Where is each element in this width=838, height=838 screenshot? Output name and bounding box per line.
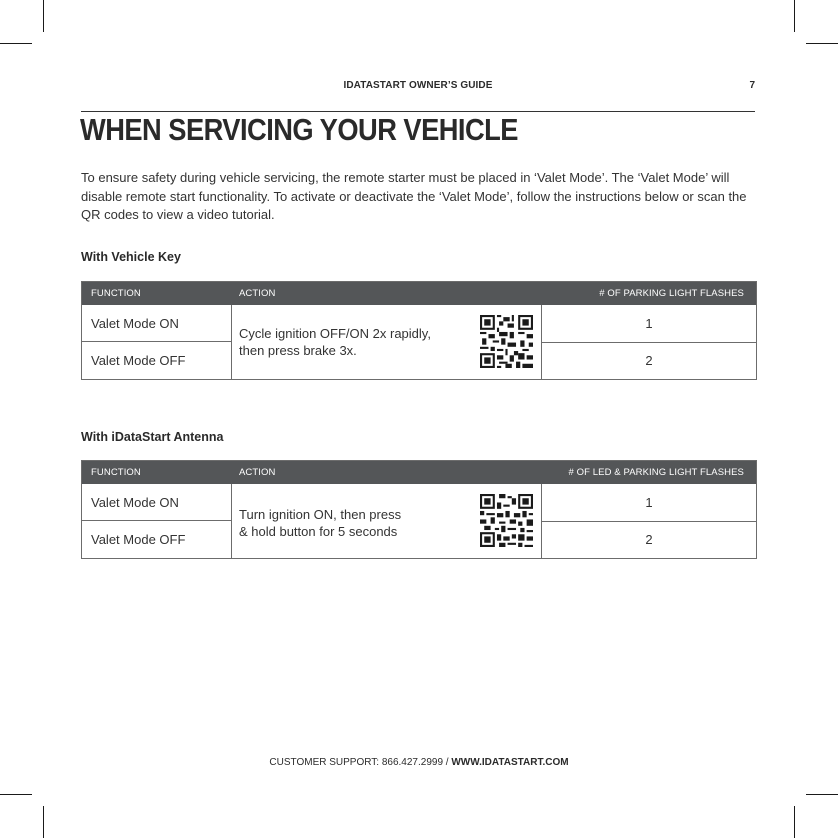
customer-support-label: CUSTOMER SUPPORT: 866.427.2999 / — [269, 757, 452, 768]
footer — [0, 757, 838, 768]
crop-mark — [0, 43, 32, 44]
table-cell-flashes: 2 — [645, 532, 653, 547]
page-number: 7 — [749, 80, 755, 91]
table-header — [82, 461, 756, 484]
valet-table-vehicle-key — [81, 281, 757, 380]
table-cell-action — [231, 484, 542, 558]
table-cell-flashes: 1 — [542, 305, 756, 343]
action-instructions: Cycle ignition OFF/ON 2x rapidly, then press brake 3x. — [239, 326, 431, 358]
table-cell-function: Valet Mode ON — [82, 484, 231, 521]
running-header: IDATASTART OWNER’S GUIDE — [343, 80, 493, 91]
table-cell-action — [231, 305, 542, 379]
section-heading-antenna: With iDataStart Antenna — [81, 430, 224, 444]
qr-code-icon[interactable] — [480, 494, 533, 547]
valet-table-antenna — [81, 460, 757, 559]
column-header-flashes: # OF LED & PARKING LIGHT FLASHES — [568, 467, 744, 478]
section-heading-vehicle-key: With Vehicle Key — [81, 250, 181, 264]
crop-mark — [806, 43, 838, 44]
action-instructions: Turn ignition ON, then press & hold button for 5 seconds — [239, 507, 402, 539]
qr-code-icon[interactable] — [480, 315, 533, 368]
crop-mark — [0, 794, 32, 795]
crop-mark — [794, 0, 795, 32]
crop-mark — [794, 806, 795, 838]
column-header-flashes: # OF PARKING LIGHT FLASHES — [599, 288, 744, 299]
column-header-function: FUNCTION — [91, 288, 141, 299]
table-cell-function: Valet Mode ON — [82, 305, 231, 342]
table-cell-flashes: 2 — [645, 353, 653, 368]
crop-mark — [43, 0, 44, 32]
table-cell-function: Valet Mode OFF — [91, 353, 186, 368]
website-link[interactable]: WWW.IDATASTART.COM — [451, 757, 569, 768]
column-header-action: ACTION — [239, 288, 276, 299]
intro-paragraph: To ensure safety during vehicle servicing, the remote starter must be placed in ‘Valet Mode’. The ‘Valet Mode’ will disable remote start functionality. To activate or deactivate the ‘Valet Mode’, follow the instructions below or scan the QR codes to view a video tutorial. — [81, 170, 747, 222]
crop-mark — [806, 794, 838, 795]
page-title: WHEN SERVICING YOUR VEHICLE — [80, 112, 518, 147]
column-header-function: FUNCTION — [91, 467, 141, 478]
table-cell-flashes: 1 — [542, 484, 756, 522]
table-header — [82, 282, 756, 305]
column-header-action: ACTION — [239, 467, 276, 478]
table-cell-function: Valet Mode OFF — [91, 532, 186, 547]
crop-mark — [43, 806, 44, 838]
